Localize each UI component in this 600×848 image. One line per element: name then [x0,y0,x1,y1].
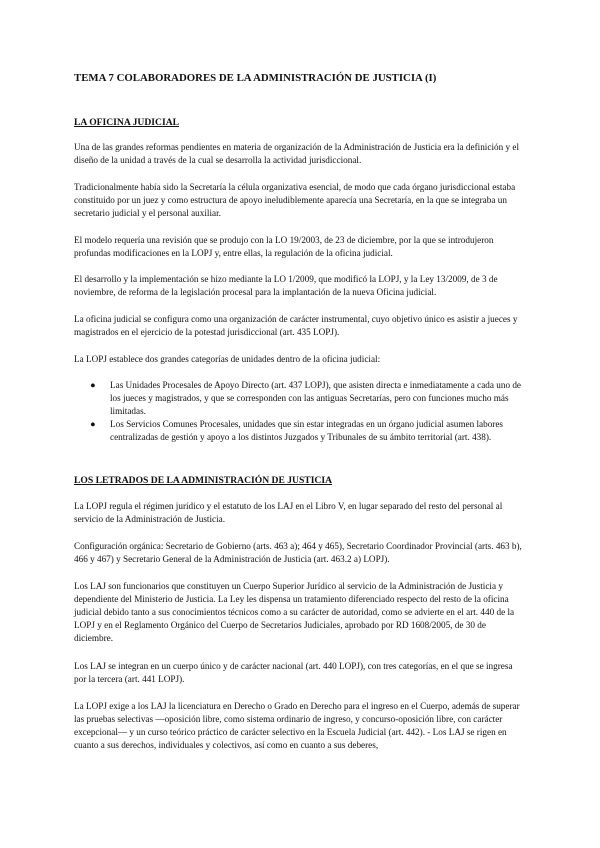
document-title: TEMA 7 COLABORADORES DE LA ADMINISTRACIÓN DE JUSTICIA (I) [74,72,437,84]
section-heading-letrados: LOS LETRADOS DE LA ADMINISTRACIÓN DE JUSTICIA [74,475,333,486]
paragraph: El modelo requería una revisión que se produjo con la LO 19/2003, de 23 de diciembre, por la que se introdujeron profundas modificaciones en la LOPJ y, entre ellas, la regulación de la oficina judicial. [74,235,494,258]
bullet-icon: ● [90,419,96,429]
bullet-icon: ● [90,380,96,390]
paragraph: Los LAJ se integran en un cuerpo único y de carácter nacional (art. 440 LOPJ), con tres categorías, en el que se ingresa por la tercera (art. 441 LOPJ). [74,661,513,684]
paragraph: Configuración orgánica: Secretario de Gobierno (arts. 463 a); 464 y 465), Secretario Coordinador Provincial (arts. 463 b), 466 y 467) y Secretario General de la Administración de Justicia (art. 463.2 a) LOPJ). [74,541,522,564]
list-item-text: Los Servicios Comunes Procesales, unidades que sin estar integradas en un órgano judicial asumen labores centralizadas de gestión y apoyo a los distintos Juzgados y Tribunales de su ámbito territorial (art. 438). [110,419,504,442]
list-item [74,379,526,418]
paragraph: Tradicionalmente había sido la Secretaría la célula organizativa esencial, de modo que cada órgano jurisdiccional estaba constituido por un juez y como estructura de apoyo ineludiblemente aparecía una Secretaría, en la que se integraba un secretario judicial y el personal auxiliar. [74,182,516,218]
paragraph: La oficina judicial se configura como una organización de carácter instrumental, cuyo objetivo único es asistir a jueces y magistrados en el ejercicio de la potestad jurisdiccional (art. 435 LOPJ). [74,314,518,337]
paragraph: Los LAJ son funcionarios que constituyen un Cuerpo Superior Jurídico al servicio de la Administración de Justicia y dependiente del Ministerio de Justicia. La Ley les dispensa un tratamiento diferenciado respecto del resto de la oficina judicial debido tanto a sus conocimientos técnicos como a su carácter de autoridad, como se advierte en el art. 440 de la LOPJ y en el Reglamento Orgánico del Cuerpo de Secretarios Judiciales, aprobado por RD 1608/2005, de 30 de diciembre. [74,581,515,643]
paragraph: Una de las grandes reformas pendientes en materia de organización de la Administración de Justicia era la definición y el diseño de la unidad a través de la cual se desarrolla la actividad jurisdiccional. [74,142,520,165]
paragraph: La LOPJ establece dos grandes categorías de unidades dentro de la oficina judicial: [74,354,381,364]
paragraph: La LOPJ exige a los LAJ la licenciatura en Derecho o Grado en Derecho para el ingreso en el Cuerpo, además de superar las pruebas selectivas —oposición libre, como sistema ordinario de ingreso, y concurso-oposición libre, con carácter excepcional— y un curso teórico práctico de carácter selectivo en la Escuela Judicial (art. 442). - Los LAJ se rigen en cuanto a sus derechos, individuales y colectivos, así como en cuanto a sus deberes, [74,701,520,750]
paragraph: La LOPJ regula el régimen jurídico y el estatuto de los LAJ en el Libro V, en lugar separado del resto del personal al servicio de la Administración de Justicia. [74,501,503,524]
section-heading-oficina-judicial: LA OFICINA JUDICIAL [74,117,180,128]
list-item-text: Las Unidades Procesales de Apoyo Directo (art. 437 LOPJ), que asisten directa e inmediatamente a cada uno de los jueces y magistrados, y que se corresponden con las antiguas Secretarías, pero con funciones mucho más limitadas. [110,380,522,416]
list-item [74,418,526,444]
paragraph: El desarrollo y la implementación se hizo mediante la LO 1/2009, que modificó la LOPJ, y la Ley 13/2009, de 3 de noviembre, de reforma de la legislación procesal para la implantación de la nueva Oficina judicial. [74,274,498,297]
unit-category-list [74,379,526,444]
